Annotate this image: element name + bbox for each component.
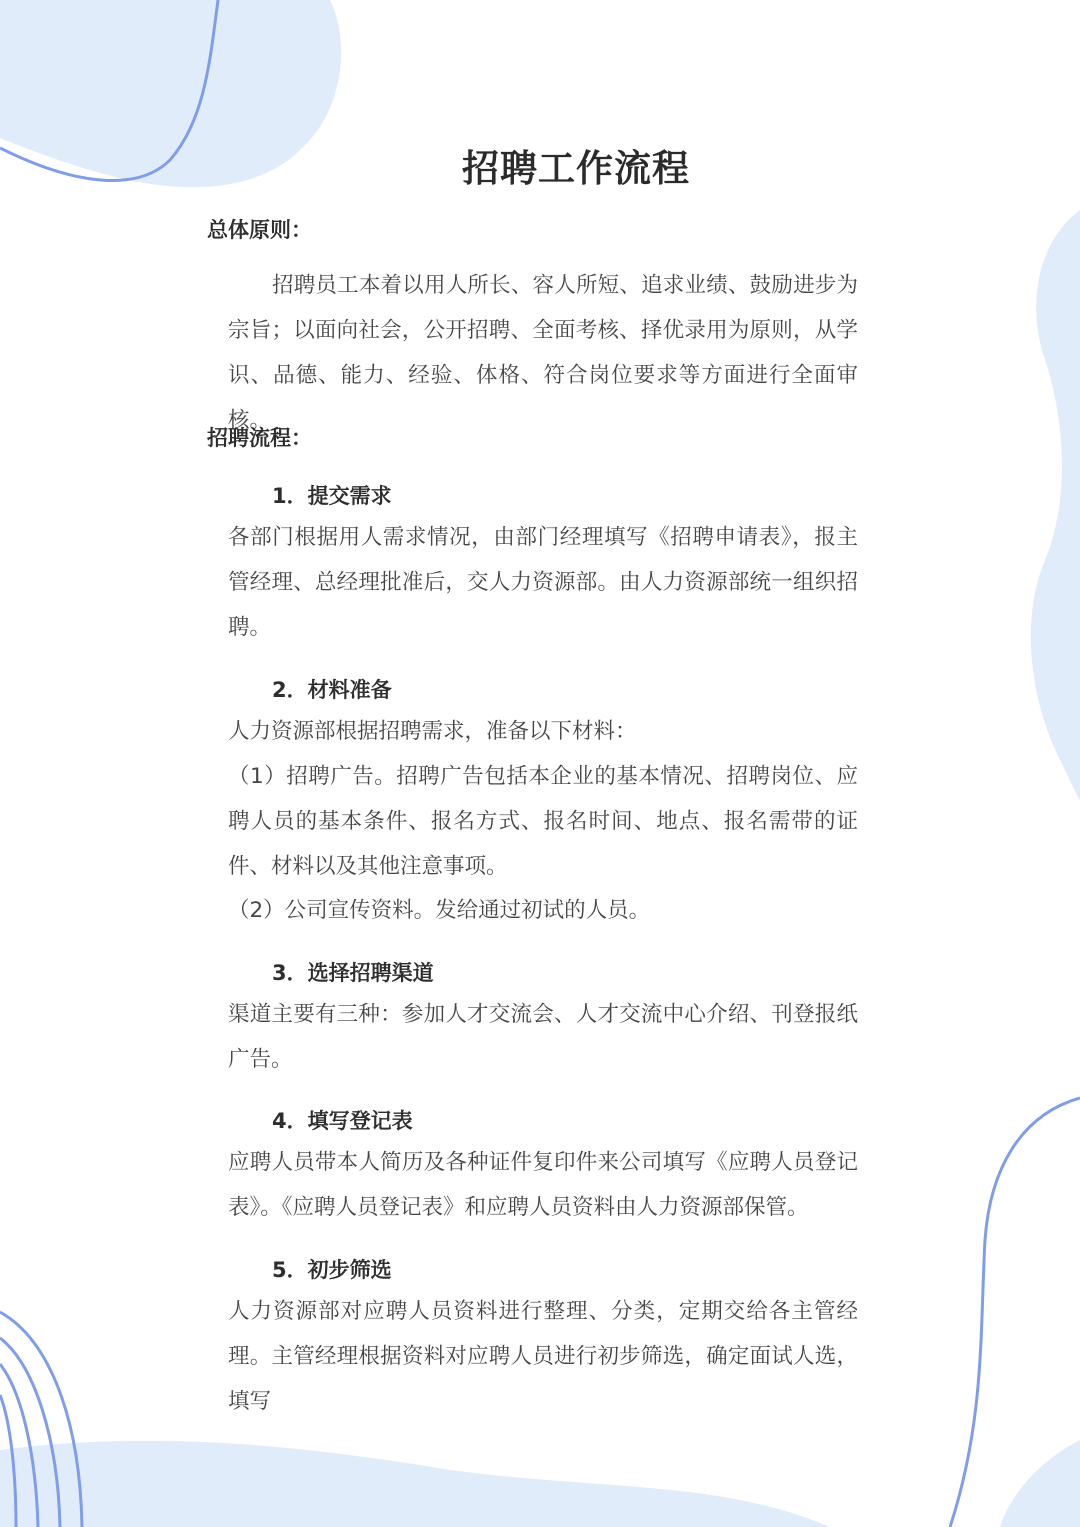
bottom-blob xyxy=(0,1441,830,1527)
step-4-title: 4．填写登记表 xyxy=(272,1109,413,1133)
bottom-left-line-2 xyxy=(0,1338,60,1527)
step-2-body-item-2: （2）公司宣传资料。发给通过初试的人员。 xyxy=(228,898,651,923)
step-1-title: 1．提交需求 xyxy=(272,484,392,508)
bottom-right-curve xyxy=(950,1098,1080,1527)
step-2-title: 2．材料准备 xyxy=(272,678,392,702)
principles-heading: 总体原则： xyxy=(207,218,312,242)
step-3-body: 渠道主要有三种：参加人才交流会、人才交流中心介绍、刊登报纸广告。 xyxy=(228,1002,858,1072)
step-1-body: 各部门根据用人需求情况，由部门经理填写《招聘申请表》，报主管经理、总经理批准后，交人力资源部。由人力资源部统一组织招聘。 xyxy=(228,525,858,640)
bottom-left-line-3 xyxy=(0,1364,38,1527)
step-4-body: 应聘人员带本人简历及各种证件复印件来公司填写《应聘人员登记表》。《应聘人员登记表》和应聘人员资料由人力资源部保管。 xyxy=(228,1150,858,1220)
bottom-right-blob xyxy=(1000,1440,1080,1527)
step-2-body-item-1: （1）招聘广告。招聘广告包括本企业的基本情况、招聘岗位、应聘人员的基本条件、报名方式、报名时间、地点、报名需带的证件、材料以及其他注意事项。 xyxy=(228,764,858,879)
right-blob xyxy=(1031,210,1080,800)
bottom-left-line-4 xyxy=(0,1395,16,1527)
bottom-left-line-1 xyxy=(0,1312,82,1527)
page-title: 招聘工作流程 xyxy=(462,147,690,190)
step-3-title: 3．选择招聘渠道 xyxy=(272,961,434,985)
step-2-body-intro: 人力资源部根据招聘需求，准备以下材料： xyxy=(228,719,637,744)
process-heading: 招聘流程： xyxy=(207,426,312,450)
step-5-title: 5．初步筛选 xyxy=(272,1258,392,1282)
principles-text: 招聘员工本着以用人所长、容人所短、追求业绩、鼓励进步为宗旨；以面向社会，公开招聘、全面考核、择优录用为原则，从学识、品德、能力、经验、体格、符合岗位要求等方面进行全面审核。 xyxy=(228,273,858,433)
step-5-body: 人力资源部对应聘人员资料进行整理、分类，定期交给各主管经理。主管经理根据资料对应聘人员进行初步筛选，确定面试人选，填写 xyxy=(228,1299,858,1414)
